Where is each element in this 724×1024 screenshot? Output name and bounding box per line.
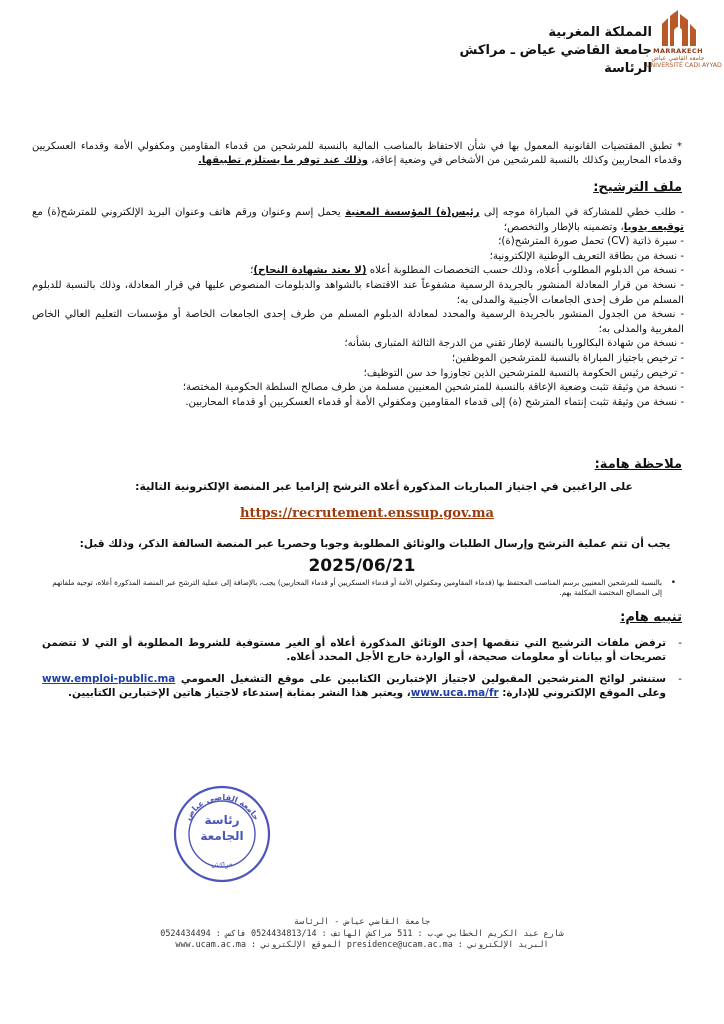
stamp-line-2: الجامعة — [200, 829, 244, 843]
page-footer — [60, 916, 664, 951]
dossier-title: ملف الترشيح: — [593, 180, 682, 195]
header-university: جامعة القاضي عياض ـ مراكش — [459, 43, 652, 58]
university-logo — [646, 10, 722, 76]
publication-text: وعلى الموقع الإلكتروني للإدارة: — [498, 687, 666, 699]
logo-caption-arabic: جامعة القاضي عياض — [651, 55, 705, 62]
svg-text:مراكش — [211, 860, 234, 870]
header-country: المملكة المغربية — [548, 25, 652, 40]
dossier-item — [32, 206, 684, 235]
item-emphasis: رئيس(ة) المؤسسة المعنية — [345, 207, 480, 218]
attention-title: تنبيه هام: — [620, 610, 682, 625]
institution-header — [392, 24, 652, 78]
footer-address: شارع عبد الكريم الخطابي ص.ب : 511 مراكش الهاتف : 0524434813/14 فاكس : 0524434494 — [160, 927, 564, 938]
reserved-posts-bullet-text: بالنسبة للمرشحين المعنيين برسم المناصب المحتفظ بها (قدماء المقاومين ومكفولي الأمة أو قدماء العسكريين أو قدماء المحاربين) يجب، بالإضافة إلى عملية الترشح عبر المنصة المذكورة أعلاه، توجيه ملفاتهم إلى المصالح المختصة المكلفة بهم. — [52, 578, 662, 597]
rejection-warning — [42, 636, 682, 664]
recruitment-platform-link[interactable]: https://recrutement.enssup.gov.ma — [240, 506, 494, 521]
logo-wordmark: MARRAKECH — [653, 47, 703, 55]
important-note-title: ملاحظة هامة: — [594, 457, 682, 472]
publication-text: ستنشر لوائح المترشحين المقبولين لاجتياز الإختبارين الكتابيين على موقع التشغيل العمومي — [175, 673, 666, 685]
dossier-item — [32, 264, 684, 279]
dossier-item: - ترخيص باجتياز المباراة بالنسبة للمترشحين الموظفين؛ — [451, 352, 684, 364]
stamp-line-1: رئاسة — [204, 813, 240, 827]
emploi-public-link[interactable]: www.emploi-public.ma — [42, 673, 176, 685]
item-text: ؛ — [250, 265, 254, 277]
dossier-item: - سيرة ذاتية (CV) تحمل صورة المترشح(ة)؛ — [498, 236, 684, 248]
stamp-center-text — [172, 812, 272, 844]
rejection-warning-text: ترفض ملفات الترشيح التي تنقصها إحدى الوثائق المذكورة أعلاه أو الغير مستوفية للشروط المطلوبة أو التي لا تتضمن تصريحات أو بيانات أو معلومات صحيحة، أو الواردة خارج الأجل المحدد أعلاه. — [42, 637, 666, 663]
item-text: - طلب خطي للمشاركة في المباراة موجه إلى — [479, 207, 684, 218]
dossier-item: - نسخة من شهادة البكالوريا بالنسبة لإطار تقني من الدرجة الثالثة المتبارى بشأنه؛ — [344, 338, 684, 350]
item-text: يحمل إسم وعنوان ورقم هاتف وعنوان البريد الإلكتروني للمترشح(ة) مع — [32, 207, 346, 218]
item-text: - نسخة من الدبلوم المطلوب أعلاه، وذلك حسب التخصصات المطلوبة أعلاه — [366, 265, 684, 277]
reserved-posts-bullet — [42, 578, 676, 598]
deadline-text: يجب أن تتم عملية الترشح وإرسال الطلبات والوثائق المطلوبة وجوبا وحصريا عبر المنصة السالفة الذكر، وذلك قبل: — [79, 538, 671, 550]
dash-marker: - — [678, 673, 682, 685]
stamp-ring-bottom: مراكش — [210, 859, 234, 870]
dossier-list — [32, 206, 684, 410]
publication-text: ، ويعتبر هذا النشر بمثابة إستدعاء لاجتياز هاتين الإختبارين الكتابيين. — [68, 687, 411, 699]
header-office: الرئاسة — [604, 61, 652, 76]
university-emblem-icon — [656, 10, 700, 48]
reserved-posts-emphasis: وذلك عند توفر ما يستلزم تطبيقها. — [198, 155, 369, 166]
dossier-item: - نسخة من وثيقة تثبت وضعية الإعاقة بالنسبة للمترشحين المعنيين مسلمة من طرف مصالح السلطة الحكومية المختصة؛ — [182, 382, 684, 394]
dossier-item: - نسخة من وثيقة تثبت إنتماء المترشح (ة) إلى قدماء المقاومين ومكفولي الأمة أو قدماء العسكريين أو قدماء المحاربين. — [185, 396, 684, 408]
dossier-item: - ترخيص رئيس الحكومة بالنسبة للمترشحين الذين تجاوزوا حد سن التوظيف؛ — [363, 367, 684, 379]
deadline-date: 2025/06/21 — [308, 556, 416, 576]
footer-institution: جامعة القاضي عياض - الرئاسة — [293, 916, 431, 926]
item-emphasis: (لا يعتد بشهادة النجاح) — [253, 265, 367, 277]
item-text: ، وتضمينه بالإطار والتخصص؛ — [503, 221, 624, 233]
stamp-ring-top: جامعة القاضي عياض — [183, 792, 261, 822]
dossier-item: - نسخة من بطاقة التعريف الوطنية الإلكترونية؛ — [489, 250, 684, 262]
reserved-posts-note — [32, 140, 682, 168]
publication-warning — [42, 672, 682, 700]
footer-contact: البريد الإلكتروني : presidence@ucam.ac.ma الموقع الإلكتروني : www.ucam.ac.ma — [175, 939, 549, 949]
dossier-item: - نسخة من قرار المعادلة المنشور بالجريدة الرسمية مشفوعاً عند الاقتضاء بالشواهد والدبلومات المنصوص عليها في قرار المعادلة، وذلك بالنسبة للدبلوم المسلم من طرف إحدى الجامعات الأجنبية والمدلى به؛ — [32, 279, 684, 306]
dash-marker: - — [678, 637, 682, 649]
reserved-posts-text: * تطبق المقتضيات القانونية المعمول بها في شأن الاحتفاظ بالمناصب المالية بالنسبة للمرشحين من قدماء المقاومين ومكفولي الأمة وقدماء العسكريين وقدماء المحاربين وكذلك بالنسبة للمرشحين من الأشخاص في وضعية إعاقة، — [32, 141, 682, 166]
dossier-item: - نسخة من الجدول المنشور بالجريدة الرسمية والمحدد لمعادلة الدبلوم المسلم من طرف إحدى الجامعات الخاصة أو مؤسسات التعليم العالي الخاص المغربية والمدلى به؛ — [32, 309, 684, 335]
item-emphasis: توقيعه يدويا — [623, 221, 684, 233]
presidency-stamp — [172, 784, 272, 884]
uca-website-link[interactable]: www.uca.ma/fr — [410, 687, 499, 699]
online-application-note: على الراغبين في اجتياز المباريات المذكورة أعلاه الترشح إلزاميا عبر المنصة الإلكترونية التالية: — [135, 480, 633, 493]
bullet-icon: • — [670, 578, 676, 588]
logo-caption-french: UNIVERSITÉ CADI AYYAD — [646, 62, 722, 69]
